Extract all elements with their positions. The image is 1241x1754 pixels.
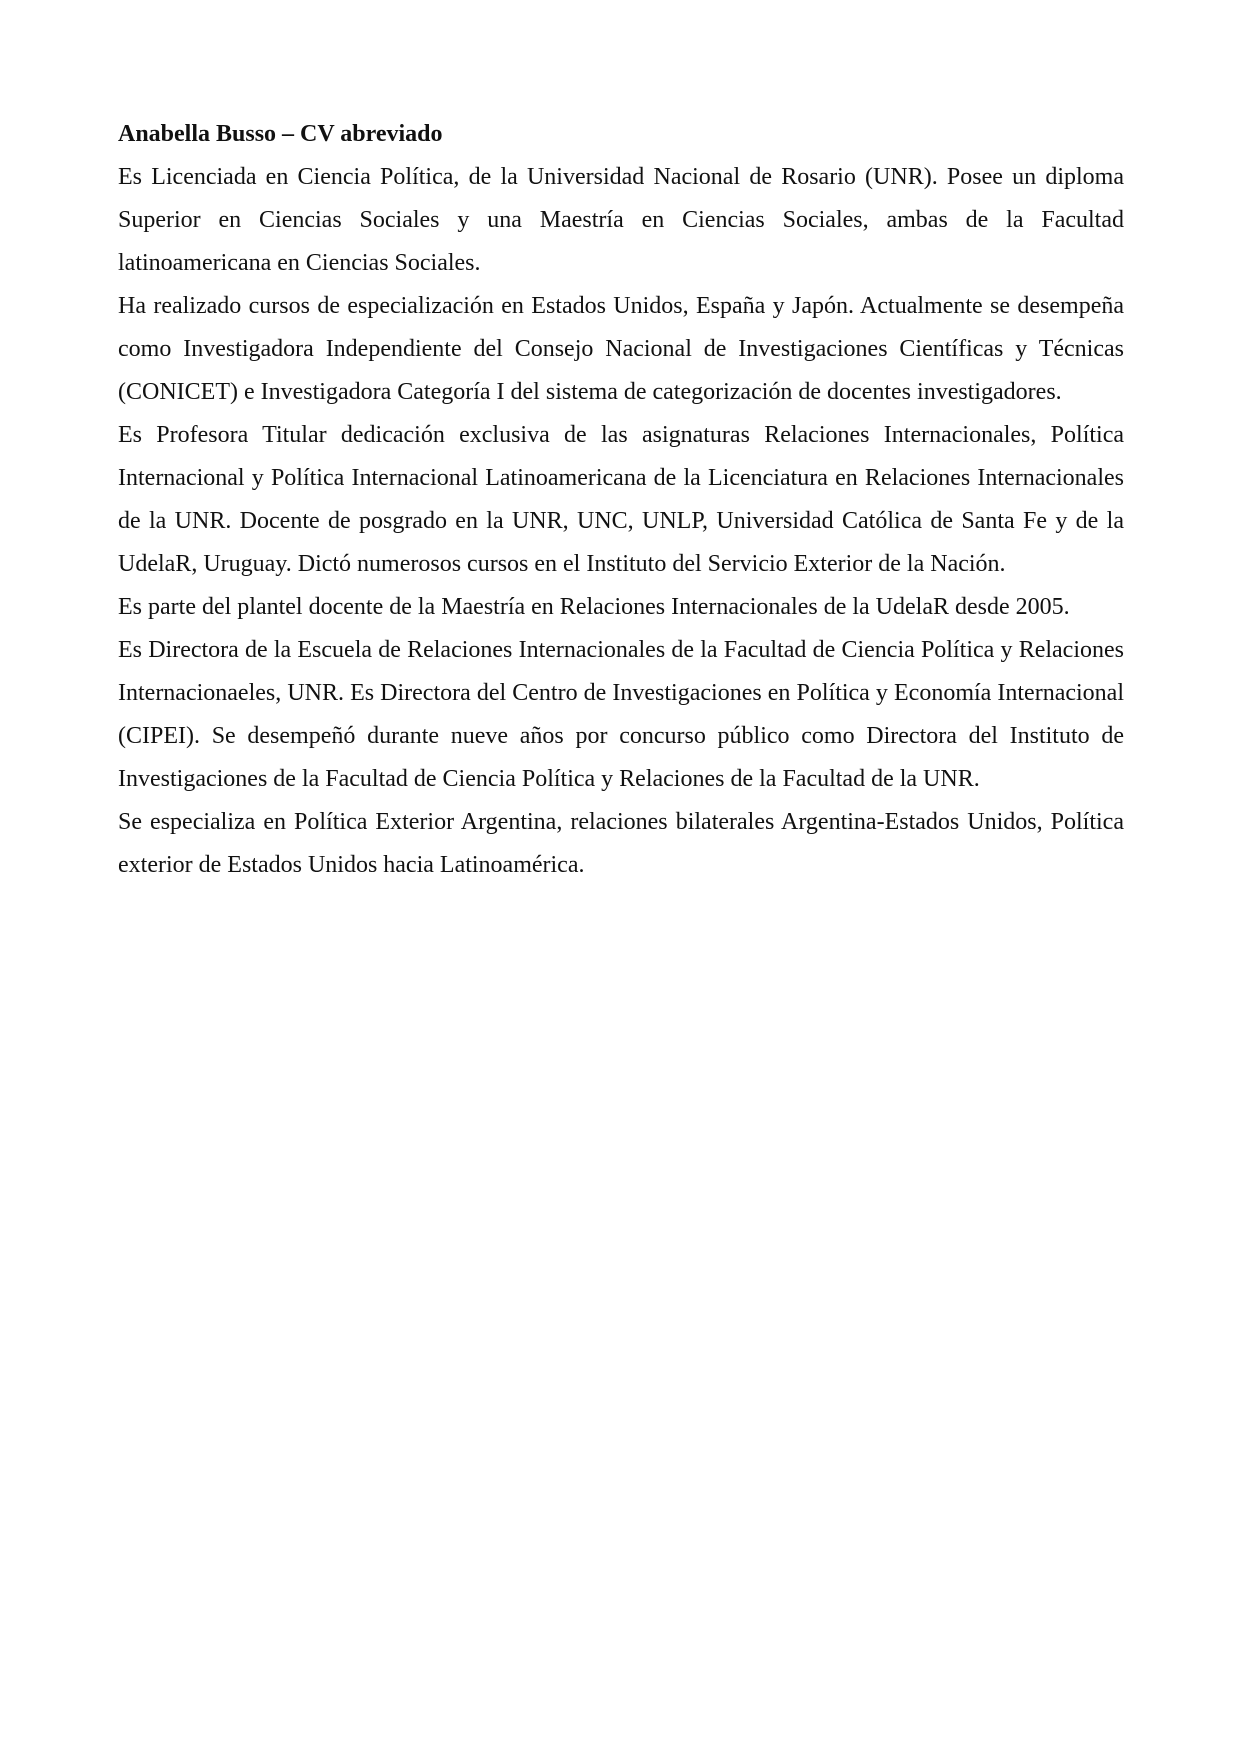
paragraph-directorships: Es Directora de la Escuela de Relaciones Internacionales de la Facultad de Ciencia Política y Relaciones Internacionaeles, UNR. Es Directora del Centro de Investigaciones en Política y Economía Internacional (CIPEI). Se desempeñó durante nueve años por concurso público como Directora del Instituto de Investigaciones de la Facultad de Ciencia Política y Relaciones de la Facultad de la UNR. [118,637,1124,792]
document-title: Anabella Busso – CV abreviado [118,121,443,147]
paragraph-research: Ha realizado cursos de especialización en Estados Unidos, España y Japón. Actualmente se desempeña como Investigadora Independiente del Consejo Nacional de Investigaciones Científicas y Técnicas (CONICET) e Investigadora Categoría I del sistema de categorización de docentes investigadores. [118,293,1124,405]
paragraph-teaching: Es Profesora Titular dedicación exclusiva de las asignaturas Relaciones Internacionales, Política Internacional y Política Internacional Latinoamericana de la Licenciatura en Relaciones Internacionales de la UNR. Docente de posgrado en la UNR, UNC, UNLP, Universidad Católica de Santa Fe y de la UdelaR, Uruguay. Dictó numerosos cursos en el Instituto del Servicio Exterior de la Nación. [118,422,1124,577]
paragraph-specialization: Se especializa en Política Exterior Argentina, relaciones bilaterales Argentina-Estados Unidos, Política exterior de Estados Unidos hacia Latinoamérica. [118,809,1124,878]
paragraph-masters-faculty: Es parte del plantel docente de la Maestría en Relaciones Internacionales de la UdelaR desde 2005. [118,594,1070,620]
paragraph-education: Es Licenciada en Ciencia Política, de la Universidad Nacional de Rosario (UNR). Posee un diploma Superior en Ciencias Sociales y una Maestría en Ciencias Sociales, ambas de la Facultad latinoamericana en Ciencias Sociales. [118,164,1124,276]
document-body [118,113,1124,887]
